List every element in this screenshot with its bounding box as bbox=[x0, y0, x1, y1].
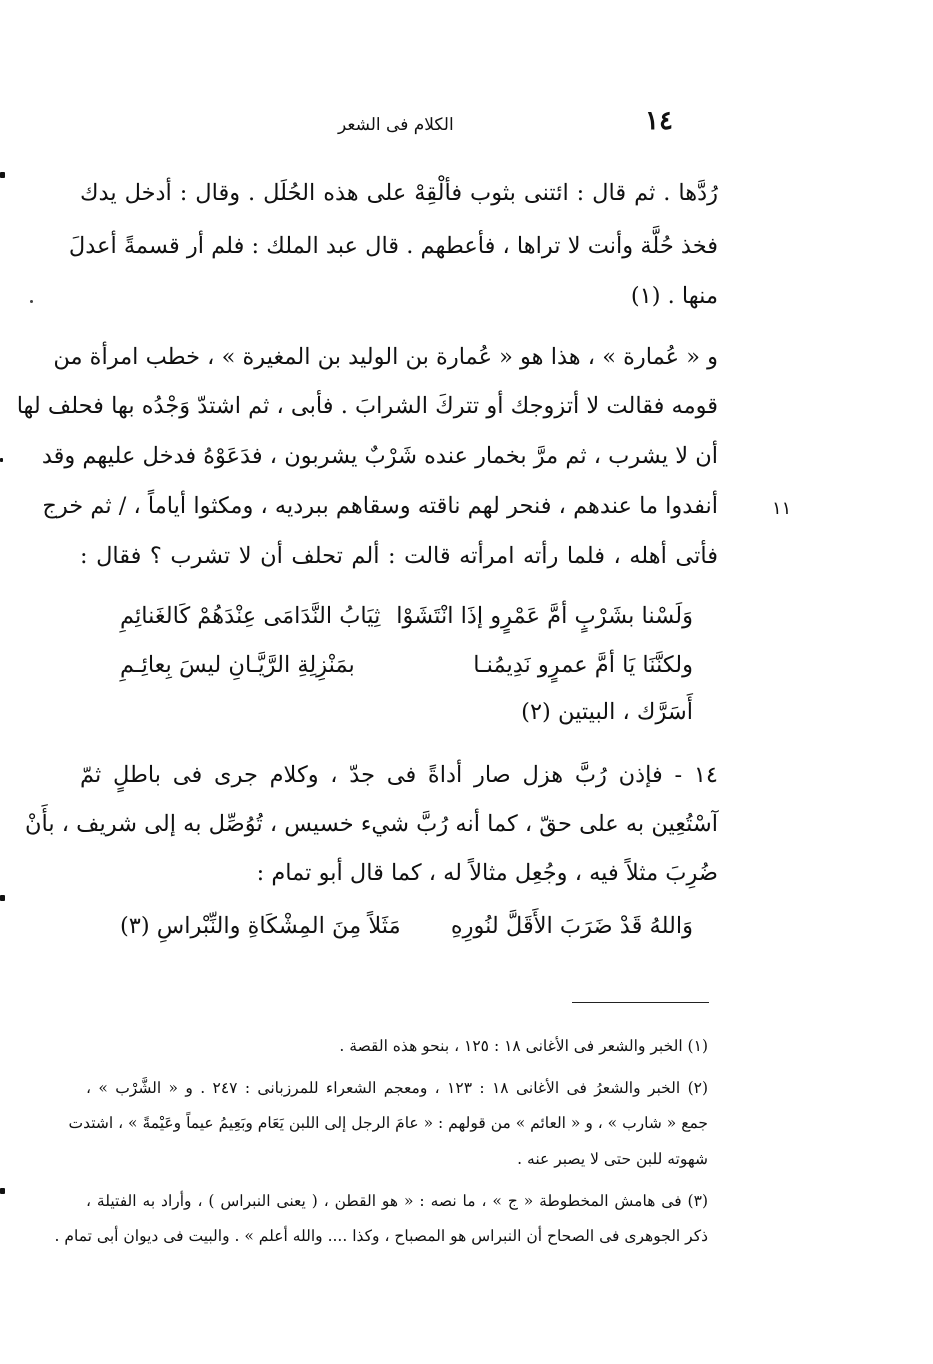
margin-line-number: ١١ bbox=[772, 498, 792, 519]
scan-mark bbox=[0, 1188, 5, 1194]
verse-hemistich: ثِيَابُ النَّدَامَى عِنْدَهُمْ كَالغَنائِمِ bbox=[120, 603, 381, 629]
verse-hemistich: ولكنَّنَا يَا أمَّ عمرٍو نَدِيمُنـا bbox=[473, 652, 693, 678]
body-line: آسْتُعِين به على حقّ ، كما أنه رُبَّ شيء خسيس ، تُوُصِّل به إلى شريف ، بأَنْ bbox=[24, 811, 718, 837]
footnote-1: (١) الخبر والشعر فى الأغانى ١٨ : ١٢٥ ، بنحو هذه القصة . bbox=[339, 1037, 708, 1055]
body-line: فخذ حُلَّة وأنت لا تراها ، فأعطهم . قال عبد الملك : فلم أر قسمةً أعدلَ bbox=[68, 233, 718, 259]
scan-mark bbox=[0, 458, 3, 462]
body-line: رُدَّها . ثم قال : ائتنى بثوب فألْقِهْ على هذه الحُلَل . وقال : أدخل يدك bbox=[80, 180, 718, 206]
footnote-rule bbox=[572, 1002, 709, 1003]
page-number: ١٤ bbox=[645, 106, 673, 136]
scan-mark bbox=[0, 172, 5, 178]
verse-hemistich: وَلَسْنا بشَرْبٍ أمَّ عَمْرٍو إذَا انْتَشَوْا bbox=[396, 603, 693, 629]
body-line: ضُرِبَ مثلاً فيه ، وجُعِل مثالاً له ، كما قال أبو تمام : bbox=[256, 860, 718, 886]
verse-tail: أَسَرَّك ، البيتين (٢) bbox=[521, 699, 693, 725]
body-line: ١٤ - فإذن رُبَّ هزل صار أداةً فى جدّ ، وكلام جرى فى باطلٍ ثمّ bbox=[80, 762, 718, 788]
footnote-2-line: (٢) الخبر والشعرُ فى الأغانى ١٨ : ١٢٣ ، ومعجم الشعراء للمرزبانى : ٢٤٧ . و « الشَّرْب » ، bbox=[86, 1079, 709, 1097]
body-line: أنفدوا ما عندهم ، فنحر لهم ناقته وسقاهم ببرديه ، ومكثوا أياماً ، / ثم خرج bbox=[42, 493, 718, 519]
verse-hemistich: وَاللهُ قَدْ ضَرَبَ الأَقَلَّ لنُورِهِ bbox=[450, 913, 693, 939]
scan-dot bbox=[30, 300, 33, 303]
verse-hemistich: بمَنْزِلِةِ الرَّيَّـانِ ليسَ بِعائِـمِ bbox=[120, 652, 355, 678]
footnote-3-line: (٣) فى هامش المخطوطة « ج » ، ما نصه : « هو القطن ، ( يعنى النبراس ) ، وأراد به الفتيلة ، bbox=[86, 1192, 708, 1210]
footnote-2-line: جمع « شارب » ، و « العائم » من قولهم : « عامَ الرجل إلى اللبن يَعَام وبَعِيمُ عيماً وعَيْمةً » ، اشتدت bbox=[68, 1114, 708, 1132]
verse-hemistich: مَثَلاً مِنَ المِشْكَاةِ والنِّبْراسِ (٣) bbox=[120, 913, 401, 939]
body-line: قومه فقالت لا أتزوجك أو تتركَ الشرابَ . فأبى ، ثم اشتدّ وَجْدُه بها فحلف لها bbox=[16, 393, 718, 419]
body-line: منها . (١) bbox=[630, 283, 718, 309]
scan-mark bbox=[0, 895, 5, 901]
footnote-2-line: شهوته للبن حتى لا يصبر عنه . bbox=[517, 1150, 708, 1168]
body-line: أن لا يشرب ، ثم مرَّ بخمار عنده شَرْبٌ يشربون ، فدَعَوْهُ فدخل عليهم وقد bbox=[41, 443, 718, 469]
body-line: فأتى أهله ، فلما رأته امرأته قالت : ألم تحلف أن لا تشرب ؟ فقال : bbox=[80, 543, 718, 569]
footnote-3-line: ذكر الجوهرى فى الصحاح أن النبراس هو المصباح ، وكذا .... والله أعلم » . والبيت فى ديوان أبى تمام . bbox=[54, 1227, 708, 1245]
body-line: و « عُمارة » ، هذا هو « عُمارة بن الوليد بن المغيرة » ، خطب امرأة من bbox=[53, 344, 718, 370]
running-head: الكلام فى الشعر bbox=[338, 115, 454, 135]
